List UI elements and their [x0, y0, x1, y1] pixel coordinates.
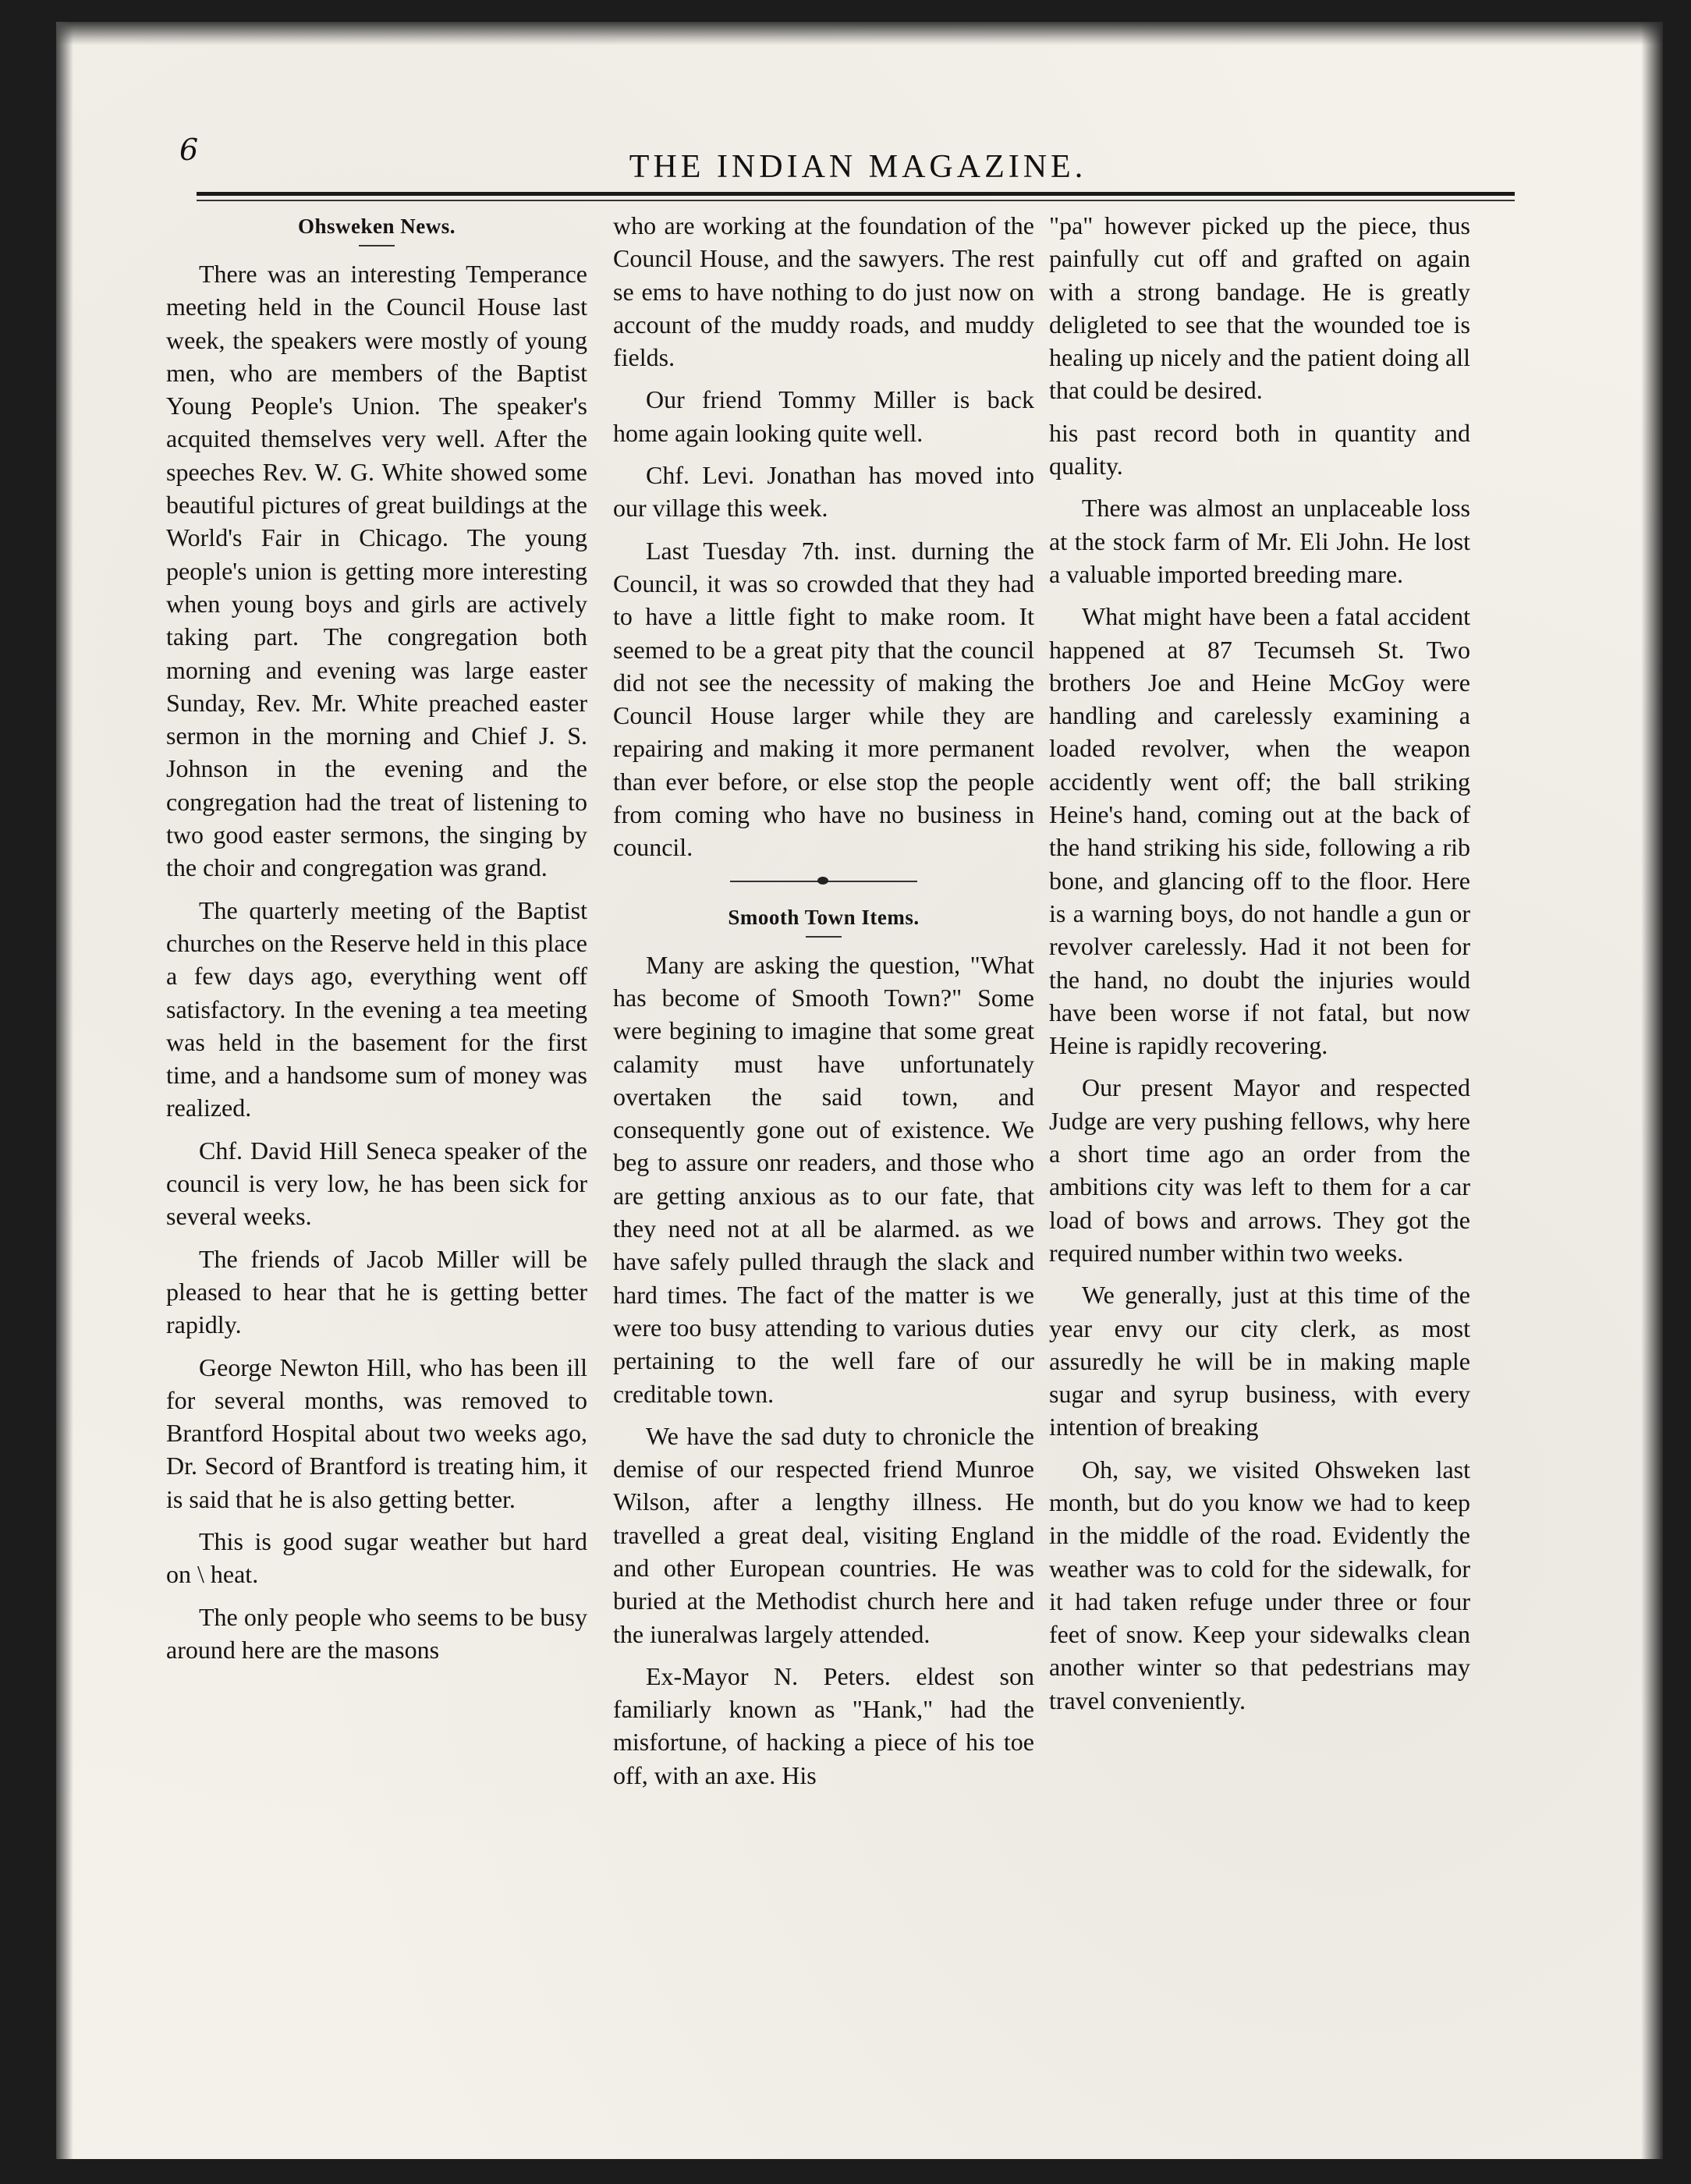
article-continuation: who are working at the foundation of the Council House, and the sawyers. The rest se ems to have nothing to do just now on account of the muddy roads, and muddy fields. — [613, 211, 1034, 372]
article-paragraph: We generally, just at this time of the year envy our city clerk, as most assuredly he will be in making maple sugar and syrup business, with every intention of breaking — [1049, 1281, 1470, 1441]
article-paragraph: Chf. David Hill Seneca speaker of the council is very low, he has been sick for several weeks. — [166, 1136, 587, 1231]
article-paragraph: The only people who seems to be busy around here are the masons — [166, 1602, 587, 1664]
running-title: THE INDIAN MAGAZINE. — [629, 149, 1087, 185]
article-paragraph: Last Tuesday 7th. inst. durning the Council, it was so crowded that they had to have a little fight to make room. It seemed to be a great pity that the council did not see the necessity of making the Council House larger while they are repairing and making it more permanent than ever before, or else stop the people from coming who have no business in council. — [613, 536, 1034, 862]
article-paragraph: Many are asking the question, "What has become of Smooth Town?" Some were begining to imagine that some great calamity must have unfortunately overtaken the said town, and consequently gone out of existence. We beg to assure onr readers, and those who are getting anxious as to our fate, that they need not at all be alarmed. as we have safely pulled thraugh the slack and hard times. The fact of the matter is we were too busy attending to various duties pertaining to the well fare of our creditable town. — [613, 950, 1034, 1408]
heading-rule — [359, 245, 395, 246]
scan-shadow-top — [56, 22, 1663, 45]
section-heading-smooth-town-items: Smooth Town Items. — [728, 905, 920, 929]
article-paragraph: There was almost an unplaceable loss at the stock farm of Mr. Eli John. He lost a valuable imported breeding mare. — [1049, 494, 1470, 588]
scan-shadow-right — [1641, 22, 1663, 2159]
article-paragraph: What might have been a fatal accident happened at 87 Tecumseh St. Two brothers Joe and Heine McGoy were handling and carelessly examining a loaded revolver, when the weapon accidently went off; the ball striking Heine's hand, coming out at the back of the hand striking his side, following a rib bone, and glancing off to the floor. Here is a warning boys, do not handle a gun or revolver carelessly. Had it not been for the hand, no doubt the injuries would have been worse if not fatal, but now Heine is rapidly recovering. — [1049, 602, 1470, 1060]
article-paragraph: There was an interesting Temperance meeting held in the Council House last week, the speakers were mostly of young men, who are members of the Baptist Young People's Union. The speaker's acquited themselves very well. After the speeches Rev. W. G. White showed some beautiful pictures of great buildings at the World's Fair in Chicago. The young people's union is getting more interesting when young boys and girls are actively taking part. The congregation both morning and evening was large easter Sunday, Rev. Mr. White preached easter sermon in the morning and Chief J. S. Johnson in the evening and the congregation had the treat of listening to two good easter sermons, the singing by the choir and congregation was grand. — [166, 260, 587, 882]
scan-shadow-left — [56, 22, 73, 2159]
column-3 — [1049, 209, 1470, 1726]
heading-rule — [806, 936, 842, 938]
article-paragraph: Our friend Tommy Miller is back home again looking quite well. — [613, 385, 1034, 447]
article-continuation: "pa" however picked up the piece, thus painfully cut off and grafted on again with a strong bandage. He is greatly deligleted to see that the wounded toe is healing up nicely and the patient doing all that could be desired. — [1049, 211, 1470, 405]
column-1 — [166, 209, 587, 1675]
article-paragraph: Our present Mayor and respected Judge are very pushing fellows, why here a short time ago an order from the ambitions city was left to them for a car load of bows and arrows. They got the required number within two weeks. — [1049, 1073, 1470, 1267]
header-rule-thick — [197, 192, 1515, 196]
article-paragraph: The quarterly meeting of the Baptist churches on the Reserve held in this place a few days ago, everything went off satisfactory. In the evening a tea meeting was held in the basement for the first time, and a handsome sum of money was realized. — [166, 895, 587, 1122]
page-number: 6 — [179, 133, 199, 167]
article-paragraph: Oh, say, we visited Ohsweken last month, but do you know we had to keep in the middle of the road. Evidently the weather was to cold for the sidewalk, for it had taken refuge under three or four feet of snow. Keep your sidewalks clean another winter so that pedestrians may travel conveniently. — [1049, 1455, 1470, 1714]
article-paragraph: Ex-Mayor N. Peters. eldest son familiarly known as "Hank," had the misfortune, of hacking a piece of his toe off, with an axe. His — [613, 1661, 1034, 1789]
section-heading-ohsweken-news: Ohsweken News. — [297, 214, 456, 238]
header-rule-thin — [197, 200, 1515, 201]
article-paragraph: This is good sugar weather but hard on \ heat. — [166, 1526, 587, 1589]
column-2 — [613, 209, 1034, 1801]
article-paragraph: George Newton Hill, who has been ill for several months, was removed to Brantford Hospital about two weeks ago, Dr. Secord of Brantford is treating him, it is said that he is also getting better. — [166, 1353, 587, 1513]
ornamental-divider — [613, 874, 1034, 889]
article-paragraph: The friends of Jacob Miller will be pleased to hear that he is getting better rapidly. — [166, 1244, 587, 1339]
article-paragraph: Chf. Levi. Jonathan has moved into our village this week. — [613, 461, 1034, 523]
article-paragraph: We have the sad duty to chronicle the demise of our respected friend Munroe Wilson, after a lengthy illness. He travelled a great deal, visiting England and other European countries. He was buried at the Methodist church here and the iuneralwas largely attended. — [613, 1421, 1034, 1648]
article-fragment: his past record both in quantity and quality. — [1049, 418, 1470, 480]
divider-ornament-icon — [817, 877, 828, 885]
